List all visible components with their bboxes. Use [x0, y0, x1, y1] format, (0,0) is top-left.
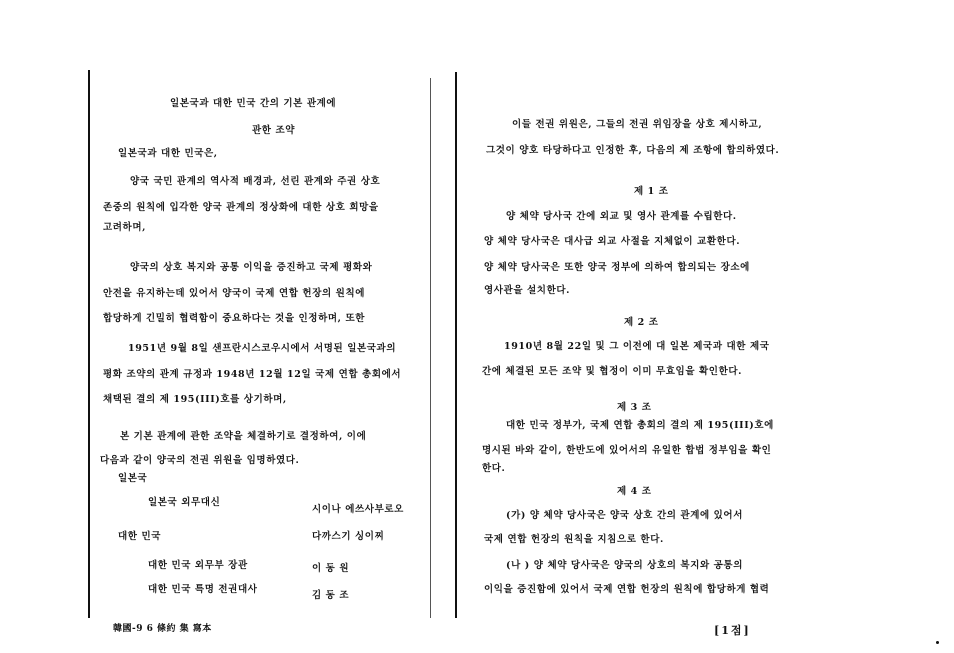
preamble-line: 다음과 같이 양국의 전권 위원을 임명하였다.: [100, 455, 300, 466]
article4-line: 이익을 증진함에 있어서 국제 연합 헌장의 원칙에 합당하게 협력: [484, 584, 770, 595]
right-margin-line: [455, 72, 457, 618]
korea-plenipotentiary-role2: 대한 민국 외무부 장관: [148, 560, 248, 571]
preamble-line: 합당하게 긴밀히 협력함이 중요하다는 것을 인정하며, 또한: [103, 313, 366, 324]
preamble-opening: 일본국과 대한 민국은,: [118, 148, 218, 159]
scan-speck: [936, 641, 939, 644]
korea-label: 대한 민국: [118, 531, 162, 542]
japan-plenipotentiary-role: 일본국 외무대신: [148, 497, 221, 508]
preamble-line: 양국 국민 관계의 역사적 배경과, 선린 관계와 주권 상호: [130, 176, 381, 187]
article3-line: 한다.: [482, 463, 506, 474]
center-fold-line-left: [430, 78, 431, 618]
intro-line: 그것이 양호 타당하다고 인정한 후, 다음의 제 조항에 합의하였다.: [486, 145, 780, 156]
treaty-title-line1: 일본국과 대한 민국 간의 기본 관계에: [170, 98, 337, 109]
korea-plenipotentiary-name3: 김 동 조: [312, 590, 350, 601]
article1-line: 양 체약 당사국 간에 외교 및 영사 관계를 수립한다.: [506, 211, 737, 222]
intro-line: 이들 전권 위원은, 그들의 전권 위임장을 상호 제시하고,: [512, 119, 763, 130]
right-page: [454, 0, 954, 653]
korea-plenipotentiary-name1: 다까스기 싱이찌: [312, 531, 385, 542]
article2-title: 제 2 조: [624, 317, 659, 328]
korea-plenipotentiary-name2: 이 동 원: [312, 563, 350, 574]
article1-line: 양 체약 당사국은 대사급 외교 사절을 지체없이 교환한다.: [484, 236, 741, 247]
korea-plenipotentiary-role3: 대한 민국 특명 전권대사: [148, 584, 258, 595]
preamble-line: 안전을 유지하는데 있어서 양국이 국제 연합 헌장의 원칙에: [103, 288, 366, 299]
preamble-line: 고려하며,: [103, 222, 147, 233]
article4-title: 제 4 조: [617, 486, 652, 497]
article1-title: 제 1 조: [634, 186, 669, 197]
article3-line: 명시된 바와 같이, 한반도에 있어서의 유일한 합법 정부임을 확인: [482, 445, 772, 456]
article2-line: 1910년 8월 22일 및 그 이전에 대 일본 제국과 대한 제국: [504, 341, 770, 352]
preamble-line: 채택된 결의 제 195(III)호를 상기하며,: [103, 394, 287, 405]
article3-line: 대한 민국 정부가, 국제 연합 총회의 결의 제 195(III)호에: [506, 420, 774, 431]
left-page: [0, 0, 454, 653]
archive-footer: 韓國-9 6 條約 集 寫本: [113, 624, 212, 634]
left-margin-line: [88, 70, 90, 618]
article3-title: 제 3 조: [617, 402, 652, 413]
preamble-line: 본 기본 관계에 관한 조약을 체결하기로 결정하여, 이에: [120, 431, 367, 442]
japan-plenipotentiary-name: 시이나 에쓰사부로오: [312, 504, 404, 515]
article1-line: 영사관을 설치한다.: [484, 285, 571, 296]
article1-line: 양 체약 당사국은 또한 양국 정부에 의하여 합의되는 장소에: [484, 262, 750, 273]
article4-line: (나 ) 양 체약 당사국은 양국의 상호의 복지와 공통의: [506, 560, 743, 571]
article2-line: 간에 체결된 모든 조약 및 협정이 이미 무효임을 확인한다.: [482, 366, 743, 377]
japan-label: 일본국: [118, 473, 148, 484]
article4-line: 국제 연합 헌장의 원칙을 지침으로 한다.: [484, 534, 664, 545]
treaty-title-line2: 관한 조약: [252, 125, 296, 136]
preamble-line: 1951년 9월 8일 샌프란시스코우시에서 서명된 일본국과의: [128, 343, 397, 354]
preamble-line: 존중의 원칙에 입각한 양국 관계의 정상화에 대한 상호 희망을: [103, 202, 379, 213]
preamble-line: 평화 조약의 관계 규정과 1948년 12월 12일 국제 연합 총회에서: [103, 369, 402, 380]
page-number: [1점]: [714, 624, 751, 637]
preamble-line: 양국의 상호 복지와 공통 이익을 증진하고 국제 평화와: [130, 262, 373, 273]
article4-line: (가) 양 체약 당사국은 양국 상호 간의 관계에 있어서: [506, 510, 743, 521]
